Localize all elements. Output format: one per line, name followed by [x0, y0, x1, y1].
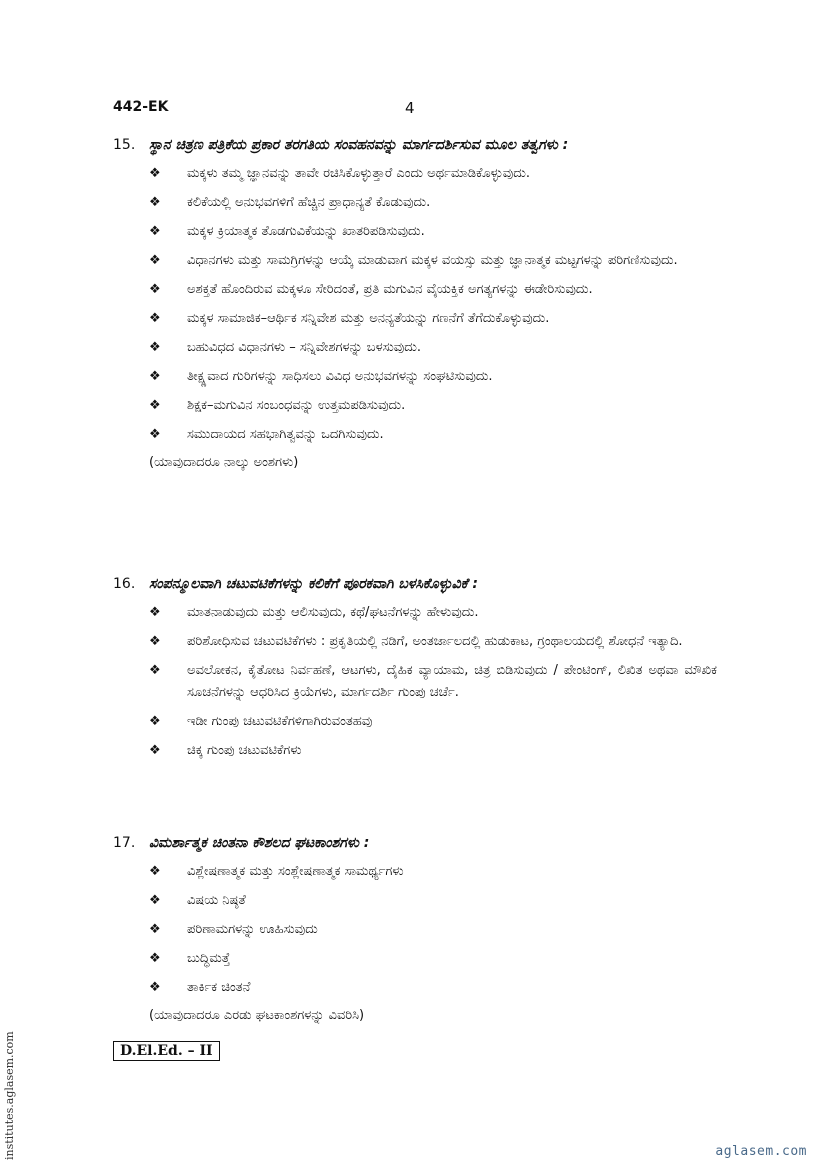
question-title: ಸಂಪನ್ಮೂಲವಾಗಿ ಚಟುವಟಿಕೆಗಳನ್ನು ಕಲಿಕೆಗೆ ಪೂರಕವಾಗಿ ಬಳಸಿಕೊಳ್ಳುವಿಕೆ : [149, 576, 479, 592]
diamond-bullet-icon: ❖ [149, 369, 161, 384]
diamond-bullet-icon: ❖ [149, 605, 161, 620]
list-item: ❖ ತಾರ್ಕಿಕ ಚಿಂತನೆ [113, 977, 725, 999]
question-title: ವಿಮರ್ಶಾತ್ಮಕ ಚಿಂತನಾ ಕೌಶಲದ ಘಟಕಾಂಶಗಳು : [149, 835, 370, 851]
answer-note: (ಯಾವುದಾದರೂ ನಾಲ್ಕು ಅಂಶಗಳು) [149, 455, 299, 470]
diamond-bullet-icon: ❖ [149, 922, 161, 937]
question-number: 16. [113, 576, 136, 592]
list-item: ❖ ಬುದ್ಧಿಮತ್ತೆ [113, 948, 725, 970]
side-watermark-text: institutes.aglasem.com [3, 1031, 16, 1160]
list-item: ❖ ವಿಶ್ಲೇಷಣಾತ್ಮಕ ಮತ್ತು ಸಂಶ್ಲೇಷಣಾತ್ಮಕ ಸಾಮರ್ಥ್ಯಗಳು [113, 861, 725, 883]
diamond-bullet-icon: ❖ [149, 195, 161, 210]
diamond-bullet-icon: ❖ [149, 663, 161, 678]
diamond-bullet-icon: ❖ [149, 864, 161, 879]
question-16 [113, 573, 725, 762]
diamond-bullet-icon: ❖ [149, 253, 161, 268]
brand-watermark: aglasem.com [715, 1144, 807, 1159]
diamond-bullet-icon: ❖ [149, 980, 161, 995]
diamond-bullet-icon: ❖ [149, 282, 161, 297]
list-item: ❖ ಚಿಕ್ಕ ಗುಂಪು ಚಟುವಟಿಕೆಗಳು [113, 740, 725, 762]
diamond-bullet-icon: ❖ [149, 634, 161, 649]
answer-list [113, 602, 725, 762]
diamond-bullet-icon: ❖ [149, 398, 161, 413]
answer-list [113, 861, 725, 999]
list-item: ❖ ವಿಧಾನಗಳು ಮತ್ತು ಸಾಮಗ್ರಿಗಳನ್ನು ಆಯ್ಕೆ ಮಾಡುವಾಗ ಮಕ್ಕಳ ವಯಸ್ಸು ಮತ್ತು ಜ್ಞಾನಾತ್ಮಕ ಮಟ್ಟಗಳನ್ನು ಪರಿಗಣಿಸುವುದು. [113, 250, 725, 272]
diamond-bullet-icon: ❖ [149, 224, 161, 239]
list-item: ❖ ಸಮುದಾಯದ ಸಹಭಾಗಿತ್ವವನ್ನು ಒದಗಿಸುವುದು. [113, 424, 725, 446]
question-number: 17. [113, 835, 136, 851]
side-watermark [3, 1030, 23, 1160]
question-header [113, 573, 725, 595]
diamond-bullet-icon: ❖ [149, 427, 161, 442]
paper-code: 442-EK [113, 99, 169, 115]
question-15 [113, 134, 725, 474]
list-item: ❖ ಅವಲೋಕನ, ಕೈತೋಟ ನಿರ್ವಹಣೆ, ಆಟಗಳು, ದೈಹಿಕ ವ್ಯಾಯಾಮ, ಚಿತ್ರ ಬಿಡಿಸುವುದು / ಪೇಂಟಿಂಗ್, ಲಿಖಿತ ಅಥವಾ ಮೌಖಿಕ ಸೂಚನೆಗಳನ್ನು ಆಧರಿಸಿದ ಕ್ರಿಯೆಗಳು, ಮಾರ್ಗದರ್ಶಿ ಗುಂಪು ಚರ್ಚೆ. [113, 660, 725, 704]
answer-list [113, 163, 725, 446]
list-item: ❖ ಮಕ್ಕಳು ತಮ್ಮ ಜ್ಞಾನವನ್ನು ತಾವೇ ರಚಿಸಿಕೊಳ್ಳುತ್ತಾರೆ ಎಂದು ಅರ್ಥಮಾಡಿಕೊಳ್ಳುವುದು. [113, 163, 725, 185]
answer-note: (ಯಾವುದಾದರೂ ಎರಡು ಘಟಕಾಂಶಗಳನ್ನು ವಿವರಿಸಿ) [149, 1008, 365, 1023]
list-item: ❖ ವಿಷಯ ನಿಷ್ಠತೆ [113, 890, 725, 912]
list-item: ❖ ಬಹುವಿಧದ ವಿಧಾನಗಳು – ಸನ್ನಿವೇಶಗಳನ್ನು ಬಳಸುವುದು. [113, 337, 725, 359]
list-item: ❖ ತೀಕ್ಷ್ಣವಾದ ಗುರಿಗಳನ್ನು ಸಾಧಿಸಲು ವಿವಿಧ ಅನುಭವಗಳನ್ನು ಸಂಘಟಿಸುವುದು. [113, 366, 725, 388]
question-title: ಸ್ಥಾನ ಚಿತ್ರಣ ಪತ್ರಿಕೆಯ ಪ್ರಕಾರ ತರಗತಿಯ ಸಂವಹನವನ್ನು ಮಾರ್ಗದರ್ಶಿಸುವ ಮೂಲ ತತ್ವಗಳು : [149, 137, 569, 153]
diamond-bullet-icon: ❖ [149, 893, 161, 908]
list-item: ❖ ಮಕ್ಕಳ ಸಾಮಾಜಿಕ–ಆರ್ಥಿಕ ಸನ್ನಿವೇಶ ಮತ್ತು ಅನನ್ಯತೆಯನ್ನು ಗಣನೆಗೆ ತೆಗೆದುಕೊಳ್ಳುವುದು. [113, 308, 725, 330]
diamond-bullet-icon: ❖ [149, 951, 161, 966]
question-number: 15. [113, 137, 136, 153]
page-number: 4 [405, 99, 415, 117]
course-label: D.El.Ed. – II [113, 1041, 220, 1061]
diamond-bullet-icon: ❖ [149, 340, 161, 355]
list-item: ❖ ಕಲಿಕೆಯಲ್ಲಿ ಅನುಭವಗಳಿಗೆ ಹೆಚ್ಚಿನ ಪ್ರಾಧಾನ್ಯತೆ ಕೊಡುವುದು. [113, 192, 725, 214]
diamond-bullet-icon: ❖ [149, 743, 161, 758]
list-item: ❖ ಪರಿಣಾಮಗಳನ್ನು ಊಹಿಸುವುದು [113, 919, 725, 941]
list-item: ❖ ಮಾತನಾಡುವುದು ಮತ್ತು ಆಲಿಸುವುದು, ಕಥೆ/ಘಟನೆಗಳನ್ನು ಹೇಳುವುದು. [113, 602, 725, 624]
page-header [113, 99, 713, 121]
diamond-bullet-icon: ❖ [149, 714, 161, 729]
diamond-bullet-icon: ❖ [149, 311, 161, 326]
list-item: ❖ ಅಶಕ್ತತೆ ಹೊಂದಿರುವ ಮಕ್ಕಳೂ ಸೇರಿದಂತೆ, ಪ್ರತಿ ಮಗುವಿನ ವೈಯಕ್ತಿಕ ಅಗತ್ಯಗಳನ್ನು ಈಡೇರಿಸುವುದು. [113, 279, 725, 301]
list-item: ❖ ಇಡೀ ಗುಂಪು ಚಟುವಟಿಕೆಗಳಿಗಾಗಿರುವಂತಹವು [113, 711, 725, 733]
list-item: ❖ ಶಿಕ್ಷಕ–ಮಗುವಿನ ಸಂಬಂಧವನ್ನು ಉತ್ತಮಪಡಿಸುವುದು. [113, 395, 725, 417]
diamond-bullet-icon: ❖ [149, 166, 161, 181]
question-17 [113, 832, 725, 1027]
question-header [113, 832, 725, 854]
list-item: ❖ ಪರಿಶೋಧಿಸುವ ಚಟುವಟಿಕೆಗಳು : ಪ್ರಕೃತಿಯಲ್ಲಿ ನಡಿಗೆ, ಅಂತರ್ಜಾಲದಲ್ಲಿ ಹುಡುಕಾಟ, ಗ್ರಂಥಾಲಯದಲ್ಲಿ ಶೋಧನೆ ಇತ್ಯಾದಿ. [113, 631, 725, 653]
list-item: ❖ ಮಕ್ಕಳ ಕ್ರಿಯಾತ್ಮಕ ತೊಡಗುವಿಕೆಯನ್ನು ಖಾತರಿಪಡಿಸುವುದು. [113, 221, 725, 243]
question-header [113, 134, 725, 156]
